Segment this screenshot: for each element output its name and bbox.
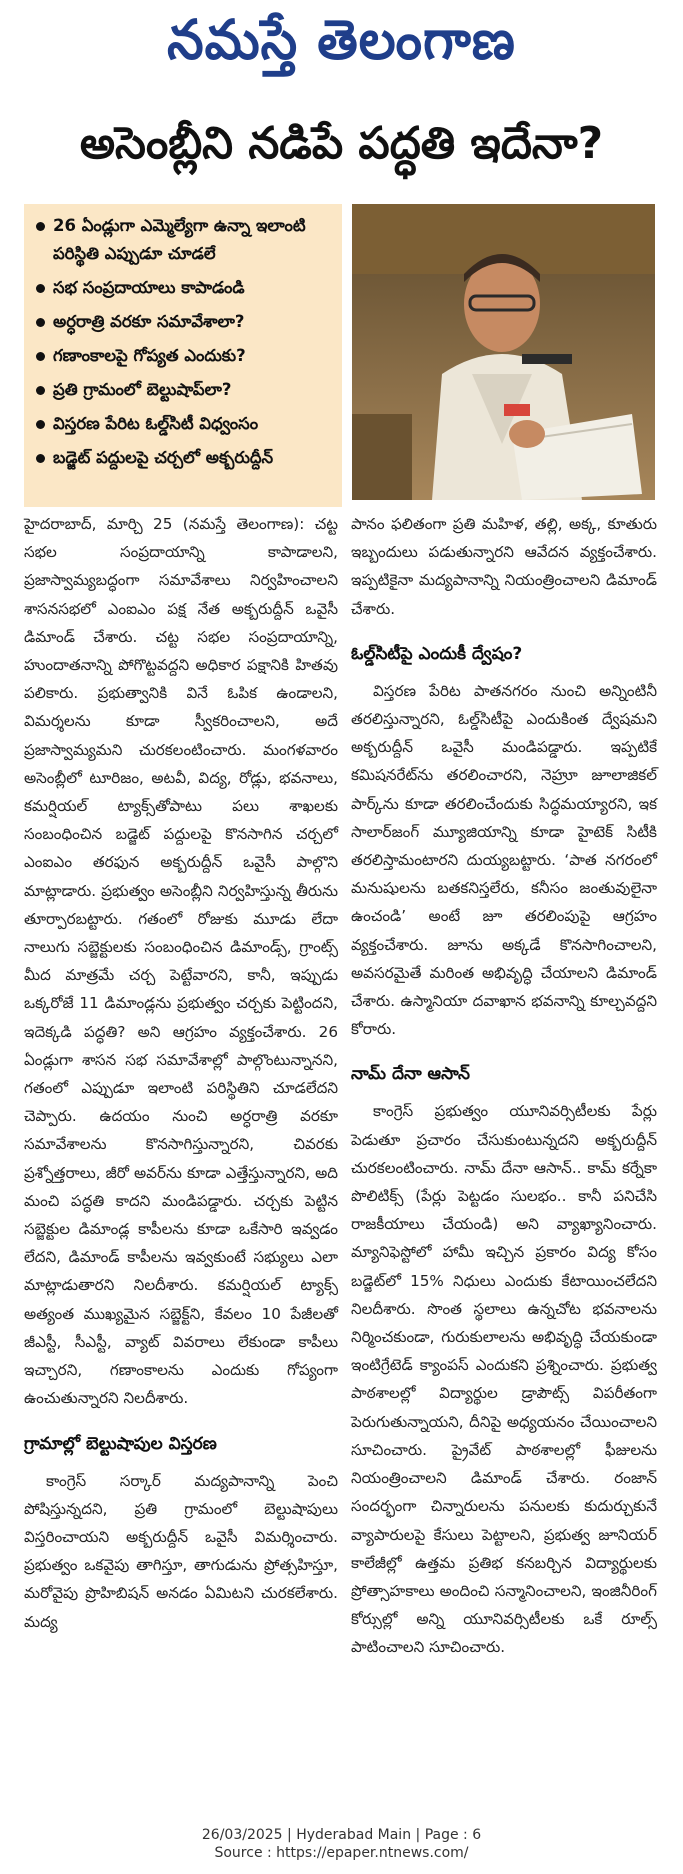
article-column-left: [24, 510, 338, 1636]
bullet-icon: [36, 386, 45, 395]
speaker-photo: [352, 204, 655, 500]
highlight-item: [36, 376, 334, 404]
article-paragraph: విస్తరణ పేరిట పాతనగరం నుంచి అన్నింటినీ తరలిస్తున్నారని, ఓల్డ్‌సిటీపై ఎందుకింత ద్వేషమని అక్బరుద్దీన్ ఒవైసీ మండిపడ్డారు. ఇప్పటికే కమిషనరేట్‌ను తరలించారని, నెహ్రూ జూలాజికల్ పార్క్‌ను కూడా తరలించేందుకు సిద్ధమయ్యారని, ఇక సాలార్‌జంగ్ మ్యూజియాన్ని కూడా హైటెక్ సిటీకి తరలిస్తామంటారని దుయ్యబట్టారు. ‘పాత నగరంలో మనుషులను బతకనిస్తలేరు, కనీసం జంతువులైనా ఉంచండి’ అంటే జూ తరలింపుపై ఆగ్రహం వ్యక్తంచేశారు. జూను అక్కడే కొనసాగించాలని, అవసరమైతే మరింత అభివృద్ధి చేయాలని డిమాండ్ చేశారు. ఉస్మానియా దవాఖాన భవనాన్ని కూల్చవద్దని కోరారు.: [351, 681, 657, 1039]
section-subhead: ఓల్డ్‌సిటీపై ఎందుకీ ద్వేషం?: [351, 643, 523, 664]
highlight-text: సభ సంప్రదాయాలు కాపాడండి: [53, 278, 245, 297]
highlight-text: విస్తరణ పేరిట ఓల్డ్‌సిటీ విధ్వంసం: [53, 414, 259, 433]
highlight-item: [36, 342, 334, 370]
article-headline: అసెంబ్లీని నడిపే పద్ధతి ఇదేనా?: [79, 118, 604, 169]
masthead-title: నమస్తే తెలంగాణ: [167, 8, 516, 73]
bullet-icon: [36, 222, 45, 231]
article-paragraph: కాంగ్రెస్ ప్రభుత్వం యూనివర్సిటీలకు పేర్లు పెడుతూ ప్రచారం చేసుకుంటున్నదని అక్బరుద్దీన్ చురకలంటించారు. నామ్ దేనా ఆసాన్.. కామ్ కర్నేకా పొలిటిక్స్ (పేర్లు పెట్టడం సులభం.. కానీ పనిచేసి రాజకీయాలు చేయండి) అని వ్యాఖ్యానించారు. మ్యానిఫెస్టోలో హామీ ఇచ్చిన ప్రకారం విద్య కోసం బడ్జెట్‌లో 15% నిధులు ఎందుకు కేటాయించలేదని నిలదీశారు. సొంత స్థలాలు ఉన్నచోట భవనాలను నిర్మించకుండా, గురుకులాలను అభివృద్ధి చేయకుండా ఇంటిగ్రేటెడ్ క్యాంపస్ ఎందుకని ప్రశ్నించారు. ప్రభుత్వ పాఠశాలల్లో విద్యార్థుల డ్రాపౌట్స్ విపరీతంగా పెరుగుతున్నాయని, దీనిపై అధ్యయనం చేయించాలని సూచించారు. ప్రైవేట్ పాఠశాలల్లో ఫీజులను నియంత్రించాలని డిమాండ్ చేశారు. రంజాన్ సందర్భంగా చిన్నారులను పనులకు కుదుర్చుకునే వ్యాపారులపై కేసులు పెట్టాలని, ప్రభుత్వ జూనియర్ కాలేజీల్లో ఉత్తమ ప్రతిభ కనబర్చిన విద్యార్థులకు ప్రోత్సాహకాలు అందించి సన్మానించాలని, ఇంజినీరింగ్ కోర్సుల్లో అన్ని యూనివర్సిటీలకు ఒకే రూల్స్ పాటించాలని సూచించారు.: [351, 1102, 657, 1657]
bullet-icon: [36, 454, 45, 463]
highlight-item: [36, 444, 334, 472]
article-paragraph: హైదరాబాద్, మార్చి 25 (నమస్తే తెలంగాణ): చట్ట సభల సంప్రదాయాన్ని కాపాడాలని, ప్రజాస్వామ్యబద్ధంగా సమావేశాలు నిర్వహించాలని శాసనసభలో ఎంఐఎం పక్ష నేత అక్బరుద్దీన్ ఒవైసీ డిమాండ్ చేశారు. చట్ట సభల సంప్రదాయాన్ని, హుందాతనాన్ని పోగొట్టవద్దని అధికార పక్షానికి హితవు పలికారు. ప్రభుత్వానికి వినే ఓపిక ఉండాలని, విమర్శలను కూడా స్వీకరించాలని, అదే ప్రజాస్వామ్యమని చురకలంటించారు. మంగళవారం అసెంబ్లీలో టూరిజం, అటవీ, విద్య, రోడ్లు, భవనాలు, కమర్షియల్ ట్యాక్స్‌తోపాటు పలు శాఖలకు సంబంధించిన బడ్జెట్ పద్దులపై కొనసాగిన చర్చలో ఎంఐఎం తరఫున అక్బరుద్దీన్ ఒవైసీ పాల్గొని మాట్లాడారు. ప్రభుత్వం అసెంబ్లీని నిర్వహిస్తున్న తీరును తూర్పారబట్టారు. గతంలో రోజుకు మూడు లేదా నాలుగు సబ్జెక్టులకు సంబంధించిన డిమాండ్స్, గ్రాంట్స్ మీద మాత్రమే చర్చ పెట్టేవారని, కానీ, ఇప్పుడు ఒక్కరోజే 11 డిమాండ్లను ప్రభుత్వం చర్చకు పెట్టిందని, ఇదెక్కడి పద్ధతి? అని ఆగ్రహం వ్యక్తంచేశారు. 26 ఏండ్లుగా శాసన సభ సమావేశాల్లో పాల్గొంటున్నానని, గతంలో ఎప్పుడూ ఇలాంటి పరిస్థితిని చూడలేదని చెప్పారు. ఉదయం నుంచి అర్ధరాత్రి వరకూ సమావేశాలను కొనసాగిస్తున్నారని, చివరకు ప్రశ్నోత్తరాలు, జీరో అవర్‌ను కూడా ఎత్తేస్తున్నారని, అది మంచి పద్ధతి కాదని మండిపడ్డారు. చర్చకు పెట్టిన సబ్జెక్టుల డిమాండ్ల కాపీలను కూడా ఒకేసారి ఇవ్వడం లేదని, డిమాండ్ కాపీలను ఇవ్వకుంటే సభ్యులు ఎలా మాట్లాడుతారని నిలదీశారు. కమర్షియల్ ట్యాక్స్ అత్యంత ముఖ్యమైన సబ్జెక్ట్‌ని, కేవలం 10 పేజీలతో జీఎస్టీ, సీఎస్టీ, వ్యాట్ వివరాలు లేకుండా కాపీలు ఇచ్చారని, గణాంకాలను ఎందుకు గోప్యంగా ఉంచుతున్నారని నిలదీశారు.: [24, 515, 338, 1408]
highlight-text: గణాంకాలపై గోప్యత ఎందుకు?: [53, 346, 246, 365]
article-paragraph: పానం ఫలితంగా ప్రతి మహిళ, తల్లి, అక్క, కూతురు ఇబ్బందులు పడుతున్నారని ఆవేదన వ్యక్తంచేశారు. ఇప్పటికైనా మద్యపానాన్ని నియంత్రించాలని డిమాండ్ చేశారు.: [351, 515, 657, 618]
footer-date-edition: 26/03/2025 | Hyderabad Main | Page : 6: [201, 1827, 482, 1843]
highlights-box: [24, 204, 342, 507]
highlight-text: బడ్జెట్ పద్దులపై చర్చలో అక్బరుద్దీన్: [53, 448, 274, 467]
page-footer: [0, 1826, 683, 1862]
highlight-text: అర్ధరాత్రి వరకూ సమావేశాలా?: [53, 312, 245, 331]
highlight-text: 26 ఏండ్లుగా ఎమ్మెల్యేగా ఉన్నా ఇలాంటి పరిస్థితి ఎప్పుడూ చూడలే: [53, 216, 306, 263]
newspaper-masthead: [0, 10, 683, 84]
bullet-icon: [36, 284, 45, 293]
highlight-item: [36, 308, 334, 336]
section-subhead: గ్రామాల్లో బెల్టుషాపుల విస్తరణ: [24, 1433, 217, 1454]
bullet-icon: [36, 318, 45, 327]
bullet-icon: [36, 420, 45, 429]
section-subhead: నామ్ దేనా ఆసాన్: [351, 1064, 470, 1085]
article-paragraph: కాంగ్రెస్ సర్కార్ మద్యపానాన్ని పెంచి పోషిస్తున్నదని, ప్రతి గ్రామంలో బెల్టుషాపులు విస్తరించాయని అక్బరుద్దీన్ ఒవైసీ విమర్శించారు. ప్రభుత్వం ఒకవైపు తాగిస్తూ, తాగుడును ప్రోత్సహిస్తూ, మరోవైపు ప్రొహిబిషన్ అనడం ఏమిటని చురకలేశారు. మద్య: [24, 1471, 338, 1631]
highlight-text: ప్రతి గ్రామంలో బెల్టుషాప్‌లా?: [53, 380, 232, 399]
highlight-item: [36, 274, 334, 302]
highlight-item: [36, 212, 334, 268]
bullet-icon: [36, 352, 45, 361]
footer-source: Source : https://epaper.ntnews.com/: [214, 1845, 469, 1861]
highlight-item: [36, 410, 334, 438]
article-column-right: [351, 510, 657, 1662]
